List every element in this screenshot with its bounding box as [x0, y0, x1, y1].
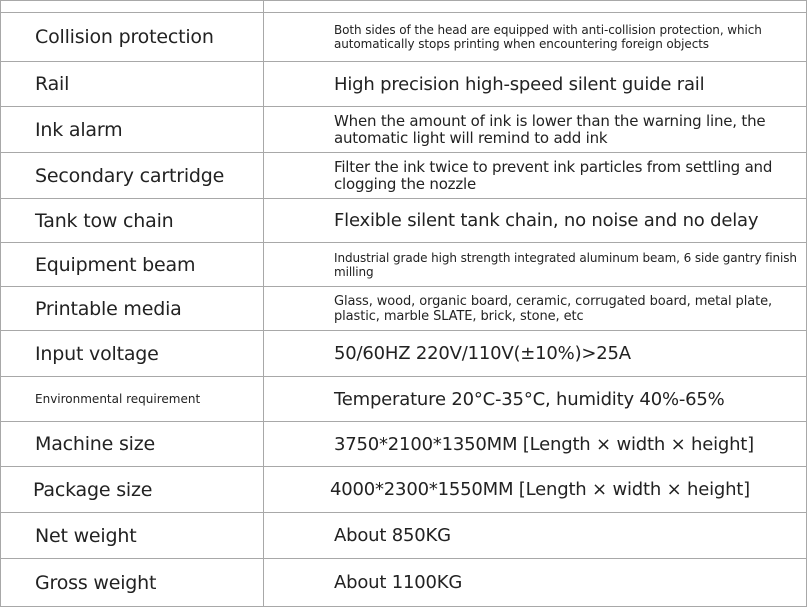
spec-value: 3750*2100*1350MM [Length × width × height]: [264, 422, 807, 467]
table-row: [1, 199, 807, 243]
spec-value: About 1100KG: [264, 559, 807, 607]
table-row: [1, 559, 807, 607]
spec-name: Collision protection: [1, 13, 264, 62]
table-row: [1, 377, 807, 422]
spec-name: Ink alarm: [1, 107, 264, 153]
spec-name: Environmental requirement: [1, 377, 264, 422]
table-row: [1, 287, 807, 331]
table-row: [1, 243, 807, 287]
spec-value: Industrial grade high strength integrated aluminum beam, 6 side gantry finish milling: [264, 243, 807, 287]
table-row: [1, 153, 807, 199]
table-row: [1, 422, 807, 467]
table-row: [1, 331, 807, 377]
spec-value: Flexible silent tank chain, no noise and no delay: [264, 199, 807, 243]
spec-value: Both sides of the head are equipped with anti-collision protection, which automatically stops printing when encountering foreign objects: [264, 13, 807, 62]
spec-name: Net weight: [1, 513, 264, 559]
table-row: [1, 107, 807, 153]
spec-value: [264, 1, 807, 13]
spec-name: Input voltage: [1, 331, 264, 377]
spec-value: When the amount of ink is lower than the warning line, the automatic light will remind to add ink: [264, 107, 807, 153]
spec-name: Printable media: [1, 287, 264, 331]
table-row: [1, 13, 807, 62]
spec-value: High precision high-speed silent guide rail: [264, 62, 807, 107]
spec-name: Tank tow chain: [1, 199, 264, 243]
spec-name: Equipment beam: [1, 243, 264, 287]
spec-value: 4000*2300*1550MM [Length × width × height]: [264, 467, 807, 513]
spec-name: Rail: [1, 62, 264, 107]
spec-value: About 850KG: [264, 513, 807, 559]
spec-name: Secondary cartridge: [1, 153, 264, 199]
table-row: [1, 513, 807, 559]
table-row: [1, 62, 807, 107]
spec-name: Gross weight: [1, 559, 264, 607]
spec-name: Package size: [1, 467, 264, 513]
table-row: [1, 1, 807, 13]
spec-value: Filter the ink twice to prevent ink particles from settling and clogging the nozzle: [264, 153, 807, 199]
table-row: [1, 467, 807, 513]
spec-value: Temperature 20°C-35°C, humidity 40%-65%: [264, 377, 807, 422]
spec-name: Machine size: [1, 422, 264, 467]
spec-value: Glass, wood, organic board, ceramic, corrugated board, metal plate, plastic, marble SLATE, brick, stone, etc: [264, 287, 807, 331]
spec-name: [1, 1, 264, 13]
spec-value: 50/60HZ 220V/110V(±10%)>25A: [264, 331, 807, 377]
